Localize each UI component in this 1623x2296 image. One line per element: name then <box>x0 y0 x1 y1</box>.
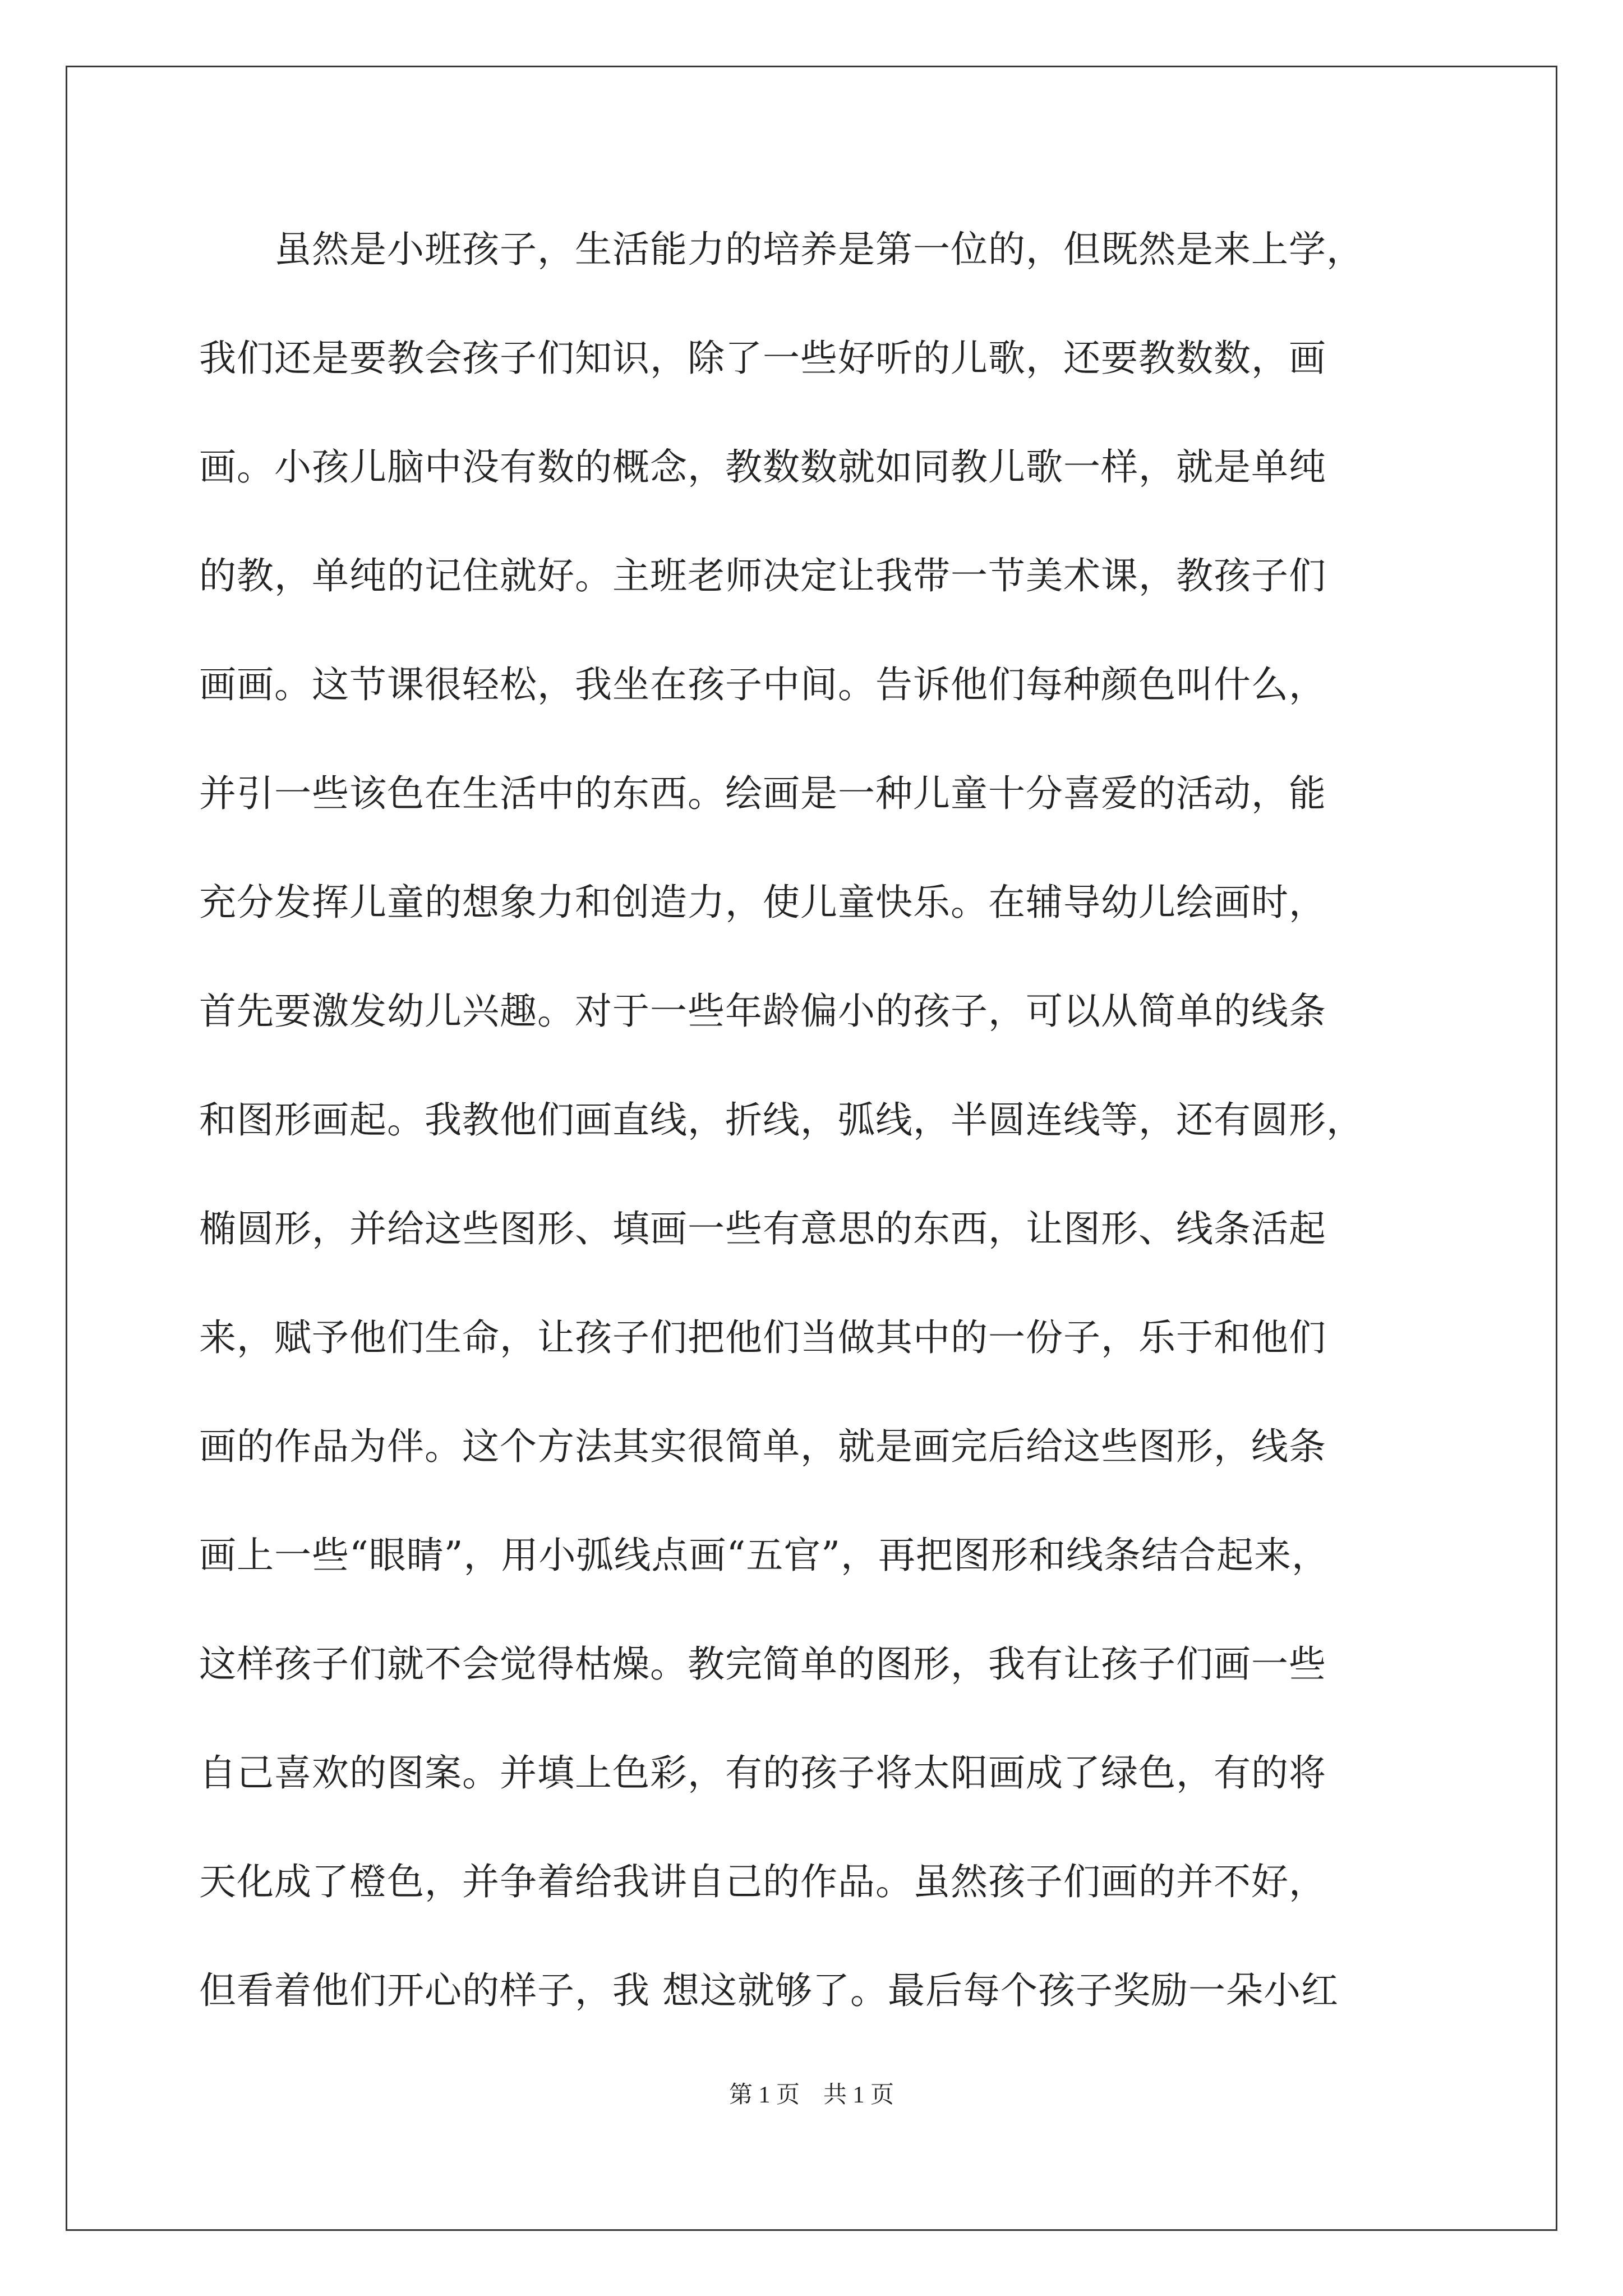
paragraph-line: 首先要激发幼儿兴趣。对于一些年龄偏小的孩子，可以从简单的线条 <box>199 990 1326 1033</box>
paragraph-line: 画上一些“眼睛”，用小弧线点画“五官”，再把图形和线条结合起来， <box>199 1534 1329 1577</box>
page-number-footer: 第 1 页 共 1 页 <box>728 2082 894 2108</box>
paragraph-line: 但看着他们开心的样子，我 想这就够了。最后每个孩子奖励一朵小红 <box>199 1969 1339 2012</box>
paragraph-line: 和图形画起。我教他们画直线，折线，弧线，半圆连线等，还有圆形， <box>199 1098 1364 1142</box>
paragraph-line: 画。小孩儿脑中没有数的概念，教数数就如同教儿歌一样，就是单纯 <box>199 445 1326 489</box>
paragraph-line: 自己喜欢的图案。并填上色彩，有的孩子将太阳画成了绿色，有的将 <box>199 1751 1326 1795</box>
paragraph-line: 虽然是小班孩子，生活能力的培养是第一位的，但既然是来上学， <box>199 228 1364 271</box>
paragraph-line: 画的作品为伴。这个方法其实很简单，就是画完后给这些图形，线条 <box>199 1425 1326 1468</box>
paragraph-line: 这样孩子们就不会觉得枯燥。教完简单的图形，我有让孩子们画一些 <box>199 1642 1326 1686</box>
paragraph-line: 并引一些该色在生活中的东西。绘画是一种儿童十分喜爱的活动，能 <box>199 772 1326 815</box>
paragraph-line: 天化成了橙色，并争着给我讲自己的作品。虽然孩子们画的并不好， <box>199 1860 1326 1903</box>
paragraph-line: 画画。这节课很轻松，我坐在孩子中间。告诉他们每种颜色叫什么， <box>199 663 1326 706</box>
paragraph-line: 的教，单纯的记住就好。主班老师决定让我带一节美术课，教孩子们 <box>199 554 1326 597</box>
paragraph-line: 椭圆形，并给这些图形、填画一些有意思的东西，让图形、线条活起 <box>199 1207 1326 1250</box>
paragraph-line: 来，赋予他们生命，让孩子们把他们当做其中的一份子，乐于和他们 <box>199 1316 1326 1359</box>
paragraph-line: 我们还是要教会孩子们知识，除了一些好听的儿歌，还要教数数，画 <box>199 337 1326 380</box>
paragraph-line: 充分发挥儿童的想象力和创造力，使儿童快乐。在辅导幼儿绘画时， <box>199 881 1326 924</box>
document-body <box>199 216 1455 2066</box>
